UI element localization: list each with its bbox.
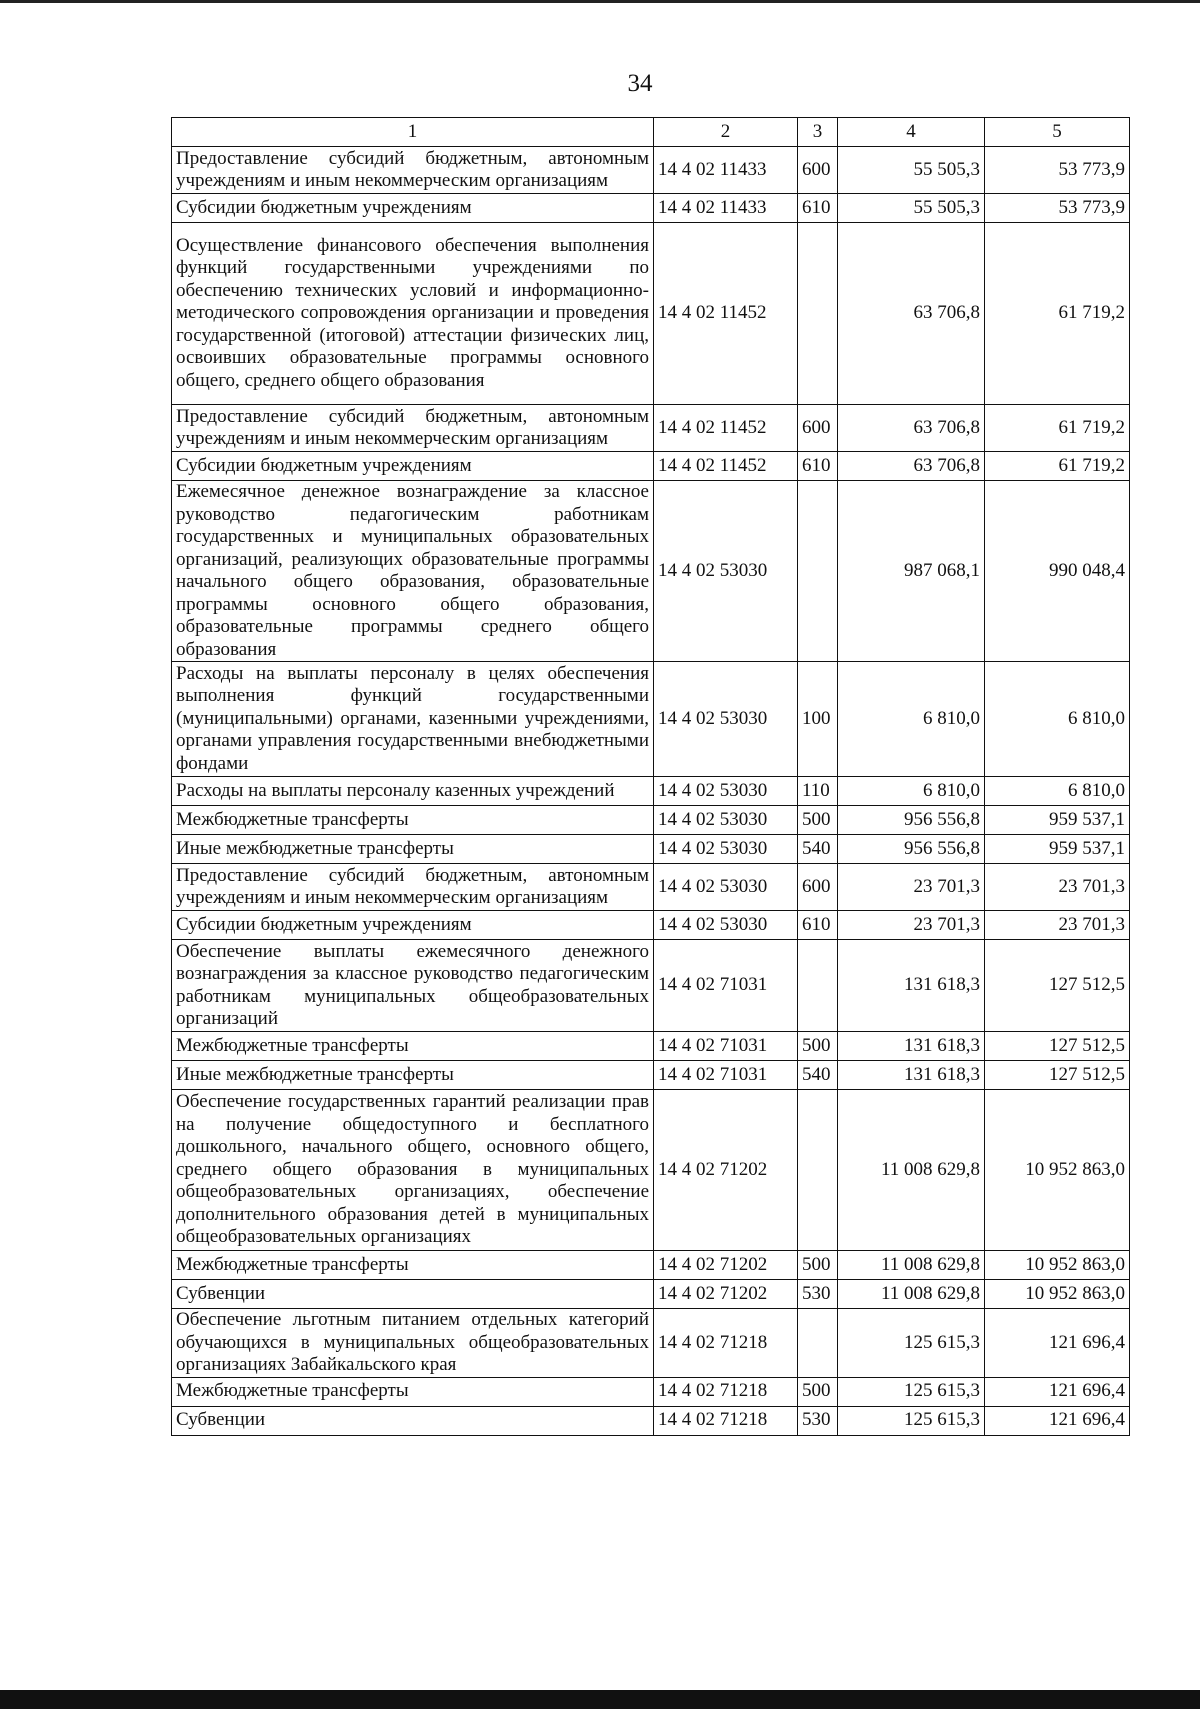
table-row bbox=[172, 1406, 1130, 1435]
row-value-1: 956 556,8 bbox=[838, 835, 985, 864]
row-name: Межбюджетные трансферты bbox=[172, 1251, 654, 1280]
table-row bbox=[172, 662, 1130, 777]
row-value-1: 125 615,3 bbox=[838, 1377, 985, 1406]
row-value-1: 131 618,3 bbox=[838, 1061, 985, 1090]
row-value-1: 63 706,8 bbox=[838, 405, 985, 452]
row-value-1: 63 706,8 bbox=[838, 223, 985, 405]
table-row bbox=[172, 1251, 1130, 1280]
row-value-1: 131 618,3 bbox=[838, 940, 985, 1032]
row-code: 14 4 02 53030 bbox=[654, 835, 798, 864]
row-value-2: 61 719,2 bbox=[985, 405, 1130, 452]
row-expense-type: 600 bbox=[798, 147, 838, 194]
row-value-2: 10 952 863,0 bbox=[985, 1251, 1130, 1280]
row-expense-type: 600 bbox=[798, 864, 838, 911]
row-value-2: 53 773,9 bbox=[985, 147, 1130, 194]
row-code: 14 4 02 11433 bbox=[654, 194, 798, 223]
table-row bbox=[172, 405, 1130, 452]
row-value-1: 6 810,0 bbox=[838, 662, 985, 777]
row-value-1: 987 068,1 bbox=[838, 481, 985, 662]
row-code: 14 4 02 71218 bbox=[654, 1406, 798, 1435]
scan-top-edge bbox=[0, 0, 1200, 3]
row-value-1: 6 810,0 bbox=[838, 777, 985, 806]
row-value-1: 11 008 629,8 bbox=[838, 1090, 985, 1251]
row-value-2: 61 719,2 bbox=[985, 452, 1130, 481]
row-code: 14 4 02 71031 bbox=[654, 1032, 798, 1061]
table-row bbox=[172, 1032, 1130, 1061]
row-expense-type: 540 bbox=[798, 1061, 838, 1090]
row-value-2: 10 952 863,0 bbox=[985, 1280, 1130, 1309]
row-code: 14 4 02 71202 bbox=[654, 1251, 798, 1280]
row-expense-type: 500 bbox=[798, 1377, 838, 1406]
row-value-1: 63 706,8 bbox=[838, 452, 985, 481]
row-name: Иные межбюджетные трансферты bbox=[172, 1061, 654, 1090]
row-expense-type: 530 bbox=[798, 1406, 838, 1435]
row-name: Субсидии бюджетным учреждениям bbox=[172, 911, 654, 940]
row-code: 14 4 02 71202 bbox=[654, 1090, 798, 1251]
row-value-2: 127 512,5 bbox=[985, 940, 1130, 1032]
column-header: 2 bbox=[654, 118, 798, 147]
row-value-1: 55 505,3 bbox=[838, 194, 985, 223]
row-expense-type: 610 bbox=[798, 911, 838, 940]
row-expense-type: 610 bbox=[798, 194, 838, 223]
row-name: Расходы на выплаты персоналу казенных учреждений bbox=[172, 777, 654, 806]
row-code: 14 4 02 53030 bbox=[654, 777, 798, 806]
column-header: 3 bbox=[798, 118, 838, 147]
table-row bbox=[172, 777, 1130, 806]
row-code: 14 4 02 53030 bbox=[654, 911, 798, 940]
row-value-1: 125 615,3 bbox=[838, 1406, 985, 1435]
row-value-2: 121 696,4 bbox=[985, 1309, 1130, 1378]
table-row bbox=[172, 940, 1130, 1032]
row-value-2: 23 701,3 bbox=[985, 911, 1130, 940]
row-code: 14 4 02 71202 bbox=[654, 1280, 798, 1309]
column-header: 1 bbox=[172, 118, 654, 147]
row-code: 14 4 02 11452 bbox=[654, 223, 798, 405]
row-code: 14 4 02 53030 bbox=[654, 864, 798, 911]
row-name: Субвенции bbox=[172, 1406, 654, 1435]
table-row bbox=[172, 1309, 1130, 1378]
scan-bottom-edge bbox=[0, 1690, 1200, 1709]
row-code: 14 4 02 71031 bbox=[654, 940, 798, 1032]
row-code: 14 4 02 71218 bbox=[654, 1377, 798, 1406]
row-name: Субсидии бюджетным учреждениям bbox=[172, 452, 654, 481]
row-expense-type bbox=[798, 940, 838, 1032]
row-expense-type: 530 bbox=[798, 1280, 838, 1309]
table-row bbox=[172, 147, 1130, 194]
row-value-2: 127 512,5 bbox=[985, 1061, 1130, 1090]
table-row bbox=[172, 911, 1130, 940]
row-code: 14 4 02 53030 bbox=[654, 662, 798, 777]
table-row bbox=[172, 1280, 1130, 1309]
row-name: Иные межбюджетные трансферты bbox=[172, 835, 654, 864]
row-name: Ежемесячное денежное вознаграждение за классное руководство педагогическим работникам государственных и муниципальных образовательных организаций, реализующих образовательные программы начального общего образования, образовательные программы основного общего образования, образовательные программы среднего общего образования bbox=[172, 481, 654, 662]
row-code: 14 4 02 11452 bbox=[654, 452, 798, 481]
row-expense-type: 500 bbox=[798, 806, 838, 835]
row-value-1: 23 701,3 bbox=[838, 864, 985, 911]
row-name: Предоставление субсидий бюджетным, автономным учреждениям и иным некоммерческим организациям bbox=[172, 147, 654, 194]
row-value-1: 23 701,3 bbox=[838, 911, 985, 940]
row-expense-type: 500 bbox=[798, 1251, 838, 1280]
row-value-2: 121 696,4 bbox=[985, 1377, 1130, 1406]
row-name: Обеспечение государственных гарантий реализации прав на получение общедоступного и бесплатного дошкольного, начального общего, основного общего, среднего общего образования в муниципальных общеобразовательных организациях, обеспечение дополнительного образования детей в муниципальных общеобразовательных организациях bbox=[172, 1090, 654, 1251]
table-row bbox=[172, 864, 1130, 911]
row-name: Предоставление субсидий бюджетным, автономным учреждениям и иным некоммерческим организациям bbox=[172, 864, 654, 911]
row-name: Субвенции bbox=[172, 1280, 654, 1309]
row-value-1: 55 505,3 bbox=[838, 147, 985, 194]
row-value-2: 6 810,0 bbox=[985, 777, 1130, 806]
row-name: Обеспечение льготным питанием отдельных категорий обучающихся в муниципальных общеобразовательных организациях Забайкальского края bbox=[172, 1309, 654, 1378]
row-expense-type bbox=[798, 481, 838, 662]
row-expense-type: 600 bbox=[798, 405, 838, 452]
row-value-2: 53 773,9 bbox=[985, 194, 1130, 223]
row-value-1: 125 615,3 bbox=[838, 1309, 985, 1378]
row-code: 14 4 02 11452 bbox=[654, 405, 798, 452]
table-row bbox=[172, 1377, 1130, 1406]
column-header: 5 bbox=[985, 118, 1130, 147]
row-name: Субсидии бюджетным учреждениям bbox=[172, 194, 654, 223]
row-expense-type bbox=[798, 1090, 838, 1251]
row-value-2: 959 537,1 bbox=[985, 806, 1130, 835]
row-value-2: 6 810,0 bbox=[985, 662, 1130, 777]
row-expense-type: 100 bbox=[798, 662, 838, 777]
table-row bbox=[172, 481, 1130, 662]
table-row bbox=[172, 194, 1130, 223]
table-row bbox=[172, 452, 1130, 481]
row-code: 14 4 02 53030 bbox=[654, 481, 798, 662]
row-value-2: 959 537,1 bbox=[985, 835, 1130, 864]
row-name: Осуществление финансового обеспечения выполнения функций государственными учреждениями по обеспечению технических условий и информационно-методического сопровождения организации и проведения государственной (итоговой) аттестации физических лиц, освоивших образовательные программы основного общего, среднего общего образования bbox=[172, 223, 654, 405]
row-value-1: 11 008 629,8 bbox=[838, 1280, 985, 1309]
row-value-2: 10 952 863,0 bbox=[985, 1090, 1130, 1251]
row-expense-type bbox=[798, 223, 838, 405]
row-expense-type: 540 bbox=[798, 835, 838, 864]
column-header: 4 bbox=[838, 118, 985, 147]
row-value-2: 23 701,3 bbox=[985, 864, 1130, 911]
row-name: Обеспечение выплаты ежемесячного денежного вознаграждения за классное руководство педагогическим работникам муниципальных общеобразовательных организаций bbox=[172, 940, 654, 1032]
page-number: 34 bbox=[627, 70, 653, 97]
row-code: 14 4 02 11433 bbox=[654, 147, 798, 194]
row-expense-type bbox=[798, 1309, 838, 1378]
table-row bbox=[172, 1090, 1130, 1251]
row-value-2: 61 719,2 bbox=[985, 223, 1130, 405]
table-header-row bbox=[172, 118, 1130, 147]
row-code: 14 4 02 53030 bbox=[654, 806, 798, 835]
row-name: Межбюджетные трансферты bbox=[172, 806, 654, 835]
row-name: Расходы на выплаты персоналу в целях обеспечения выполнения функций государственными (муниципальными) органами, казенными учреждениями, органами управления государственными внебюджетными фондами bbox=[172, 662, 654, 777]
budget-table bbox=[171, 117, 1130, 1436]
table-row bbox=[172, 1061, 1130, 1090]
row-value-2: 990 048,4 bbox=[985, 481, 1130, 662]
row-code: 14 4 02 71218 bbox=[654, 1309, 798, 1378]
row-value-1: 131 618,3 bbox=[838, 1032, 985, 1061]
row-expense-type: 500 bbox=[798, 1032, 838, 1061]
row-name: Предоставление субсидий бюджетным, автономным учреждениям и иным некоммерческим организациям bbox=[172, 405, 654, 452]
row-value-2: 121 696,4 bbox=[985, 1406, 1130, 1435]
table-row bbox=[172, 806, 1130, 835]
row-value-2: 127 512,5 bbox=[985, 1032, 1130, 1061]
row-expense-type: 610 bbox=[798, 452, 838, 481]
row-name: Межбюджетные трансферты bbox=[172, 1377, 654, 1406]
row-name: Межбюджетные трансферты bbox=[172, 1032, 654, 1061]
row-value-1: 11 008 629,8 bbox=[838, 1251, 985, 1280]
row-expense-type: 110 bbox=[798, 777, 838, 806]
table-row bbox=[172, 223, 1130, 405]
row-code: 14 4 02 71031 bbox=[654, 1061, 798, 1090]
table-row bbox=[172, 835, 1130, 864]
row-value-1: 956 556,8 bbox=[838, 806, 985, 835]
